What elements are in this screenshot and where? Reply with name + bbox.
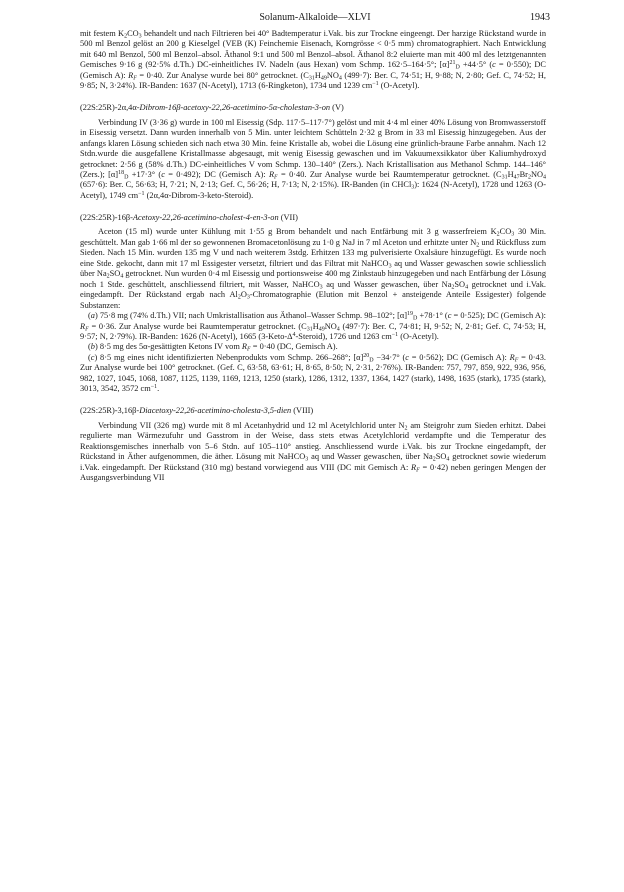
compound-heading xyxy=(80,213,546,223)
result-item: (b) 8·5 mg des 5α-gesättigten Ketons IV vom $R_F = 0\cdot 40$ (DC, Gemisch A). xyxy=(88,342,338,353)
heading-compound: Acetoxy-22,26-acetimino-cholest-4-en-3-on xyxy=(132,212,279,222)
page-number: 1943 xyxy=(530,12,550,23)
heading-suffix: (VII) xyxy=(278,212,298,222)
heading-compound: Dibrom-16β-acetoxy-22,26-acetimino-5α-cholestan-3-on xyxy=(139,103,331,113)
result-item: (c) 8·5 mg eines nicht identifizierten Nebenprodukts vom Schmp. 266–268°; $[\alpha]^{20}_D -34\cdot 7^\circ$ (c = 0·562); DC (Gemisch A): $R_F = 0\cdot 43$. Zur Analyse wurde bei 100° getrocknet. (Gef. C, 63·58, 63·61; H, 8·65, 8·50; N, 2·31, 2·76%). IR-Banden: 757, 797, 859, 922, 936, 956, 982, 1027, 1045, 1068, 1087, 1125, 1139, 1169, 1213, 1250 (stark), 1286, 1312, 1337, 1364, 1427 (stark), 1498, 1635 (stark), 1735 (stark), 3013, 3542, 3572 $cm^{-1}$. xyxy=(80,352,546,394)
running-header xyxy=(80,12,550,26)
body-paragraph: Aceton (15 ml) wurde unter Kühlung mit 1·55 g Brom behandelt und nach Entfärbung mit 3 g wasserfreiem $K_2CO_3$ 30 Min. geschüttelt. Man gab 1·66 ml der so gewonnenen Bromacetonlösung zu 1·0 g NaJ in 7 ml Aceton und erhitzte unter $N_2$ und Rückfluss zum Sieden. Nach 15 Min. wurden 135 mg V und nach weiterem 3stdg. Erhitzen 133 mg pulverisierte Oxalsäure hinzugefügt. Es wurde noch eine Stde. gekocht, dann mit 17 ml Essigester versetzt, filtriert und das Filtrat mit NaHCO$_3$ aq und Wasser gewaschen sowie schliesslich über $Na_2SO_4$ getrocknet. Nun wurden 0·4 ml Eisessig und portionsweise 400 mg Zinkstaub hinzugegeben und nach Entfärbung der Lösung noch 1 Stde. geschüttelt, anschliessend filtriert, mit Wasser, NaHCO$_3$ aq und Wasser gewaschen, über $Na_2SO_4$ getrocknet und i.Vak. eingedampft. Der Rückstand ergab nach $Al_2O_3$-Chromatographie (Elution mit Benzol + ansteigende Anteile Essigester) folgende Substanzen: xyxy=(80,227,547,310)
compound-heading xyxy=(80,406,546,416)
heading-compound: Diacetoxy-22,26-acetimino-cholesta-3,5-dien xyxy=(139,406,292,416)
body-paragraph: Verbindung VII (326 mg) wurde mit 8 ml Acetanhydrid und 12 ml Acetylchlorid unter $N_2$ am Steigrohr zum Sieden erhitzt. Dabei regulierte man Wärmezufuhr und Gasstrom in der Weise, dass stets etwas Acetylchlorid verdampfte und die Temperatur des Reaktionsgemisches innerhalb von 5–6 Stdn. auf 105–110° anstieg. Anschliessend wurde i.Vak. bis zur Trockne eingedampft, der Rückstand in Äther aufgenommen, die äther. Lösung mit NaHCO$_3$ aq und Wasser gewaschen, über $Na_2SO_4$ getrocknet sowie wiederum i.Vak. eingedampft. Der Rückstand (310 mg) bestand vorwiegend aus VIII (DC mit Gemisch A: $R_F = 0\cdot 42$) neben geringen Mengen der Ausgangsverbindung VII xyxy=(80,420,547,482)
heading-prefix: (22S:25R)-16β- xyxy=(80,212,133,222)
result-item: (a) 75·8 mg (74% d.Th.) VII; nach Umkristallisation aus Äthanol–Wasser Schmp. 98–102°; $[\alpha]^{19}_D +78\cdot 1^\circ$ (c = 0·525); DC (Gemisch A): $R_F = 0\cdot 36$. Zur Analyse wurde bei Raumtemperatur getrocknet. ($C_{31}H_{49}NO_4$ (497·7): Ber. C, 74·81; H, 9·52; N, 2·81; Gef. C, 74·53; H, 9·57; N, 2·79%). IR-Banden: 1626 (N-Acetyl), 1665 $(3-Keto-\Delta^4-Steroid)$, 1726 und 1263 $cm^{-1}$ (O-Acetyl). xyxy=(80,311,546,341)
heading-prefix: (22S:25R)-2α,4α- xyxy=(80,103,140,113)
article-body xyxy=(80,29,546,483)
heading-prefix: (22S:25R)-3,16β- xyxy=(80,406,140,416)
body-paragraph: mit festem $K_2CO_3$ behandelt und nach Filtrieren bei 40° Badtemperatur i.Vak. bis zur Trockne eingeengt. Der harzige Rückstand wurde in 500 ml Benzol gelöst an 200 g Kieselgel (VEB (K) Feinchemie Eisenach, Korngrösse < 0·5 mm) chromatographiert. Nach Entwicklung mit 640 ml Benzol, 500 ml Benzol–absol. Äthanol 9:1 und 500 ml Benzol–absol. Äthanol 8:2 eluierte man mit 400 ml des letztgenannten Gemisches 9·16 g (92·5% d.Th.) DC-einheitliches IV. Nadeln (aus Hexan) vom Schmp. 162·5–164·5°; $[\alpha]^{21}_D +44\cdot 5^\circ$ (c = 0·550); DC (Gemisch A): $R_F = 0\cdot 40$. Zur Analyse wurde bei 80° getrocknet. ($C_{31}H_{49}NO_4$ (499·7): Ber. C, 74·51; H, 9·88; N, 2·80; Gef. C, 74·52; H, 9·85; N, 3·24%). IR-Banden: 1637 (N-Acetyl), 1713 (6-Ringketon), 1734 und 1239 $cm^{-1}$ (O-Acetyl). xyxy=(80,29,546,91)
body-paragraph: Verbindung IV (3·36 g) wurde in 100 ml Eisessig (Sdp. 117·5–117·7°) gelöst und mit 4·4 ml einer 40% Lösung von Bromwasserstoff in Eisessig versetzt. Dann wurden innerhalb von 5 Min. unter leichtem Schütteln 2·32 g Brom in 33 ml Eisessig hinzugegeben. Aus der anfangs klaren Lösung schieden sich nach etwa 30 Min. feine Kristalle ab, wobei die Lösung eine grünlich-braune Farbe annahm. Nach 12 Stdn.wurde die ausgefallene Kristallmasse abgesaugt, mit wenig Eisessig gewaschen und im Vakuumexsikkator über Kaliumhydroxyd getrocknet: 2·56 g (58% d.Th.) DC-einheitliches V vom Schmp. 130–140° (Zers.). Nach Kristallisation aus Methanol Schmp. 144–146° (Zers.); $[\alpha]^{18}_D +17\cdot 3^\circ$ (c = 0·492); DC (Gemisch A): $R_F = 0\cdot 40$. Zur Analyse wurde bei Raumtemperatur getrocknet. ($C_{31}H_{47}Br_2NO_4$ (657·6): Ber. C, 56·63; H, 7·21; N, 2·13; Gef. C, 56·26; H, 7·13; N, 2·15%). IR-Banden (in CHCl$_3$): 1624 (N-Acetyl), 1728 und 1263 (O-Acetyl), 1749 $cm^{-1}$ (2α,4α-Dibrom-3-keto-Steroid). xyxy=(80,117,546,200)
heading-suffix: (VIII) xyxy=(291,406,314,416)
running-title: Solanum-Alkaloide—XLVI xyxy=(259,12,371,23)
compound-heading xyxy=(80,103,546,113)
heading-suffix: (V) xyxy=(330,103,344,113)
